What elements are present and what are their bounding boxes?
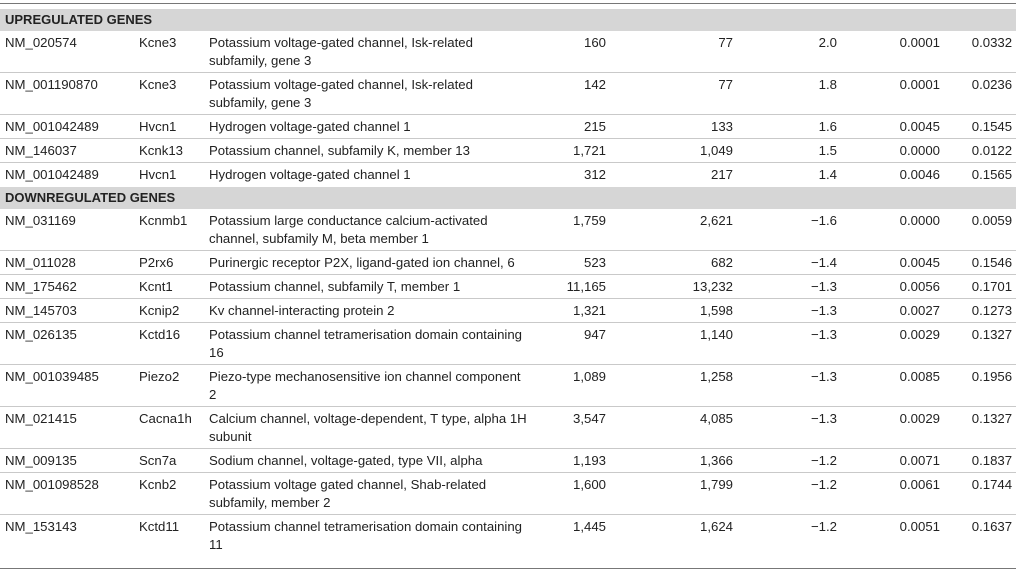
table-row [0,275,1016,299]
bottom-rule [0,568,1016,569]
p-value-cell: 0.0027 [837,299,940,323]
q-value-cell: 0.1565 [940,163,1016,187]
value-1-cell: 1,759 [572,213,606,228]
section-header-row [0,187,1016,210]
description-cell: Hydrogen voltage-gated channel 1 [209,163,534,187]
q-value-cell: 0.0236 [940,73,1016,115]
value-1-cell: 1,321 [534,299,606,323]
fold-change-cell: −1.3 [733,323,837,365]
description-cell: Kv channel-interacting protein 2 [209,299,534,323]
value-2-cell: 13,232 [606,275,733,299]
p-value-cell: 0.0001 [837,73,940,115]
table-row [0,323,1016,365]
q-value-cell: 0.1546 [940,251,1016,275]
table-row [0,449,1016,473]
p-value-cell: 0.0085 [837,365,940,407]
description-cell: Potassium voltage-gated channel, Isk-related subfamily, gene 3 [209,35,473,68]
p-value-cell: 0.0029 [837,407,940,449]
table-row [0,163,1016,187]
section-header-row [0,9,1016,32]
p-value-cell: 0.0045 [837,115,940,139]
fold-change-cell: −1.3 [733,299,837,323]
value-1-cell: 947 [534,323,606,365]
accession-cell: NM_021415 [0,407,137,449]
q-value-cell: 0.1744 [940,473,1016,515]
section-title: DOWNREGULATED GENES [0,187,1016,210]
fold-change-cell: 1.8 [733,73,837,115]
accession-cell: NM_001190870 [0,73,137,115]
q-value-cell: 0.1637 [940,515,1016,557]
value-2-cell: 4,085 [606,407,733,449]
fold-change-cell: 1.4 [733,163,837,187]
value-2-cell: 77 [606,73,733,115]
section-title: UPREGULATED GENES [0,9,1016,32]
value-1-cell: 215 [534,115,606,139]
value-1-cell: 1,600 [534,473,606,515]
value-2-cell: 77 [718,35,733,50]
description-cell: Potassium voltage-gated channel, Isk-related subfamily, gene 3 [209,73,534,115]
description-cell: Potassium voltage gated channel, Shab-related subfamily, member 2 [209,473,534,515]
gene-symbol-cell: Piezo2 [137,365,209,407]
accession-cell: NM_146037 [0,139,137,163]
value-2-cell: 1,258 [606,365,733,407]
value-2-cell: 1,598 [606,299,733,323]
fold-change-cell: −1.3 [733,407,837,449]
fold-change-cell: 1.5 [733,139,837,163]
q-value-cell: 0.0122 [940,139,1016,163]
value-2-cell: 2,621 [699,213,733,228]
accession-cell: NM_001042489 [0,115,137,139]
q-value-cell: 0.1273 [940,299,1016,323]
accession-cell: NM_031169 [5,213,76,228]
table-body [0,9,1016,557]
description-cell: Potassium channel tetramerisation domain containing 11 [209,515,534,557]
p-value-cell: 0.0000 [837,139,940,163]
table-row [0,209,1016,251]
gene-symbol-cell: Kcnmb1 [139,213,188,228]
gene-symbol-cell: Kcnk13 [137,139,209,163]
p-value-cell: 0.0046 [837,163,940,187]
fold-change-cell: 1.6 [733,115,837,139]
q-value-cell: 0.0059 [971,213,1013,228]
accession-cell: NM_011028 [0,251,137,275]
table-row [0,473,1016,515]
gene-symbol-cell: Kcne3 [137,73,209,115]
value-2-cell: 217 [606,163,733,187]
p-value-cell: 0.0000 [899,213,940,228]
value-2-cell: 1,624 [606,515,733,557]
accession-cell: NM_026135 [0,323,137,365]
description-cell: Piezo-type mechanosensitive ion channel component 2 [209,365,534,407]
q-value-cell: 0.1701 [940,275,1016,299]
description-cell: Potassium channel tetramerisation domain containing 16 [209,323,534,365]
description-cell: Potassium large conductance calcium-activated channel, subfamily M, beta member 1 [209,213,488,246]
value-2-cell: 1,140 [606,323,733,365]
description-cell: Potassium channel, subfamily K, member 13 [209,139,534,163]
gene-symbol-cell: Kcnip2 [137,299,209,323]
value-1-cell: 3,547 [534,407,606,449]
q-value-cell: 0.1327 [940,323,1016,365]
table-row [0,73,1016,115]
table-row [0,115,1016,139]
gene-symbol-cell: Kctd11 [137,515,209,557]
accession-cell: NM_001098528 [0,473,137,515]
accession-cell: NM_153143 [0,515,137,557]
value-2-cell: 1,049 [606,139,733,163]
p-value-cell: 0.0056 [837,275,940,299]
fold-change-cell: −1.2 [733,473,837,515]
value-1-cell: 1,193 [534,449,606,473]
gene-symbol-cell: Kctd16 [137,323,209,365]
description-cell: Purinergic receptor P2X, ligand-gated ion channel, 6 [209,251,534,275]
top-rule [0,3,1016,4]
value-1-cell: 160 [583,35,606,50]
table-row [0,365,1016,407]
value-1-cell: 142 [534,73,606,115]
accession-cell: NM_009135 [0,449,137,473]
p-value-cell: 0.0051 [837,515,940,557]
q-value-cell: 0.1837 [940,449,1016,473]
fold-change-cell: −1.2 [733,449,837,473]
table-row [0,515,1016,557]
accession-cell: NM_145703 [0,299,137,323]
value-1-cell: 1,089 [534,365,606,407]
gene-symbol-cell: Kcne3 [139,35,177,50]
accession-cell: NM_175462 [0,275,137,299]
accession-cell: NM_020574 [5,35,77,50]
value-1-cell: 1,445 [534,515,606,557]
fold-change-cell: −1.3 [733,275,837,299]
gene-expression-table [0,8,1016,556]
fold-change-cell: −1.3 [733,365,837,407]
description-cell: Potassium channel, subfamily T, member 1 [209,275,534,299]
table-row [0,251,1016,275]
gene-symbol-cell: P2rx6 [137,251,209,275]
fold-change-cell: −1.2 [733,515,837,557]
table-row [0,139,1016,163]
description-cell: Sodium channel, voltage-gated, type VII, alpha [209,449,534,473]
value-2-cell: 682 [606,251,733,275]
value-2-cell: 133 [606,115,733,139]
fold-change-cell: −1.6 [810,213,837,228]
p-value-cell: 0.0001 [899,35,940,50]
gene-symbol-cell: Hvcn1 [137,163,209,187]
value-1-cell: 11,165 [534,275,606,299]
value-1-cell: 1,721 [534,139,606,163]
p-value-cell: 0.0045 [837,251,940,275]
value-1-cell: 312 [534,163,606,187]
gene-symbol-cell: Cacna1h [137,407,209,449]
description-cell: Calcium channel, voltage-dependent, T type, alpha 1H subunit [209,407,534,449]
p-value-cell: 0.0061 [837,473,940,515]
p-value-cell: 0.0071 [837,449,940,473]
table-row [0,299,1016,323]
q-value-cell: 0.1545 [940,115,1016,139]
q-value-cell: 0.1956 [940,365,1016,407]
fold-change-cell: −1.4 [733,251,837,275]
gene-symbol-cell: Kcnb2 [137,473,209,515]
value-1-cell: 523 [534,251,606,275]
p-value-cell: 0.0029 [837,323,940,365]
q-value-cell: 0.1327 [940,407,1016,449]
value-2-cell: 1,799 [606,473,733,515]
q-value-cell: 0.0332 [971,35,1013,50]
table-row [0,31,1016,73]
accession-cell: NM_001042489 [0,163,137,187]
gene-symbol-cell: Hvcn1 [137,115,209,139]
gene-symbol-cell: Scn7a [137,449,209,473]
table-row [0,407,1016,449]
gene-symbol-cell: Kcnt1 [137,275,209,299]
value-2-cell: 1,366 [606,449,733,473]
accession-cell: NM_001039485 [0,365,137,407]
fold-change-cell: 2.0 [818,35,837,50]
description-cell: Hydrogen voltage-gated channel 1 [209,115,534,139]
